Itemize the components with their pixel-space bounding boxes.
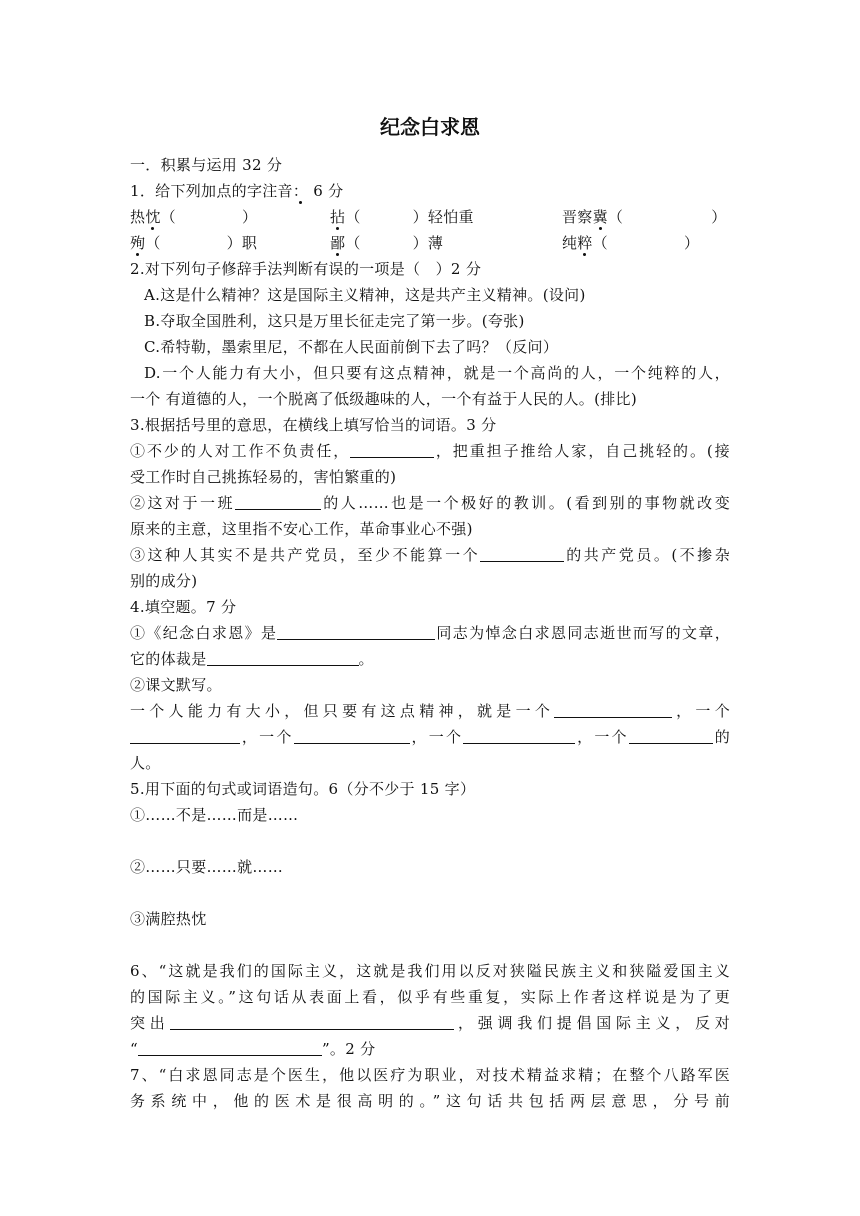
question-1-stem bbox=[130, 181, 730, 201]
answer-blank[interactable] bbox=[294, 728, 410, 744]
dotted-char: 拈 bbox=[330, 208, 346, 226]
q3-item-3-line-2: 别的成分) bbox=[130, 572, 198, 590]
q5-item-2: ②……只要……就…… bbox=[130, 858, 284, 876]
q4-text: ，一个 bbox=[575, 728, 629, 746]
item-prefix: 热 bbox=[130, 208, 146, 226]
q4-text: 。 bbox=[358, 650, 374, 668]
paren-close: ） bbox=[683, 234, 700, 252]
paren-close: ）薄 bbox=[412, 234, 444, 252]
question-2-stem: 2.对下列句子修辞手法判断有误的一项是（ ）2 分 bbox=[130, 260, 482, 278]
q3-text: 的共产党员。(不掺杂 bbox=[564, 546, 730, 564]
paren-close: ） bbox=[711, 208, 727, 226]
q3-text: ③这种人其实不是共产党员，至少不能算一个 bbox=[130, 546, 481, 564]
paren-close: ） bbox=[241, 208, 258, 226]
answer-blank[interactable] bbox=[629, 728, 713, 744]
q6-line-4 bbox=[130, 1039, 730, 1059]
q4-text: ，一个 bbox=[672, 702, 730, 720]
paren-open: （ bbox=[345, 208, 361, 226]
q4-line-5 bbox=[130, 727, 730, 747]
q3-text: ，把重担子推给人家，自己挑轻的。(接 bbox=[434, 442, 730, 460]
paren-open: （ bbox=[145, 234, 161, 252]
option-d-line-1: D.一个人能力有大小，但只要有这点精神，就是一个高尚的人，一个纯粹的人， bbox=[144, 364, 730, 382]
q4-line-1 bbox=[130, 623, 730, 643]
item-prefix: 晋察 bbox=[562, 208, 593, 226]
q3-item-2-line-1 bbox=[130, 493, 730, 513]
q3-text: ②这对于一班 bbox=[130, 494, 236, 512]
q6-text: ，强调我们提倡国际主义，反对 bbox=[453, 1014, 730, 1032]
option-a: A.这是什么精神？这是国际主义精神，这是共产主义精神。(设问) bbox=[144, 286, 586, 304]
q3-item-1-line-1 bbox=[130, 441, 730, 461]
q4-text: 它的体裁是 bbox=[130, 650, 207, 668]
q6-text: “ bbox=[130, 1040, 138, 1058]
question-4-stem: 4.填空题。7 分 bbox=[130, 598, 237, 616]
q6-line-2: 的国际主义。”这句话从表面上看，似乎有些重复，实际上作者这样说是为了更 bbox=[130, 988, 730, 1006]
answer-blank[interactable] bbox=[480, 546, 564, 562]
q7-line-2: 务系统中，他的医术是很高明的。”这句话共包括两层意思，分号前 bbox=[130, 1092, 730, 1110]
answer-blank[interactable] bbox=[170, 1014, 454, 1030]
dotted-char: 鄙 bbox=[330, 234, 346, 252]
page-title: 纪念白求恩 bbox=[380, 115, 480, 139]
q5-item-3: ③满腔热忱 bbox=[130, 910, 207, 928]
emphasis-colon: ： bbox=[292, 182, 309, 200]
q4-line-3: ②课文默写。 bbox=[130, 676, 222, 694]
dotted-char: 殉 bbox=[130, 234, 146, 252]
question-5-stem: 5.用下面的句式或词语造句。6（分不少于 15 字） bbox=[130, 780, 476, 798]
q4-text: 一个人能力有大小，但只要有这点精神，就是一个 bbox=[130, 702, 555, 720]
q4-text: ①《纪念白求恩》是 bbox=[130, 624, 278, 642]
answer-blank[interactable] bbox=[463, 728, 575, 744]
q4-text: 的 bbox=[712, 728, 731, 746]
option-d-line-2: 一个 有道德的人，一个脱离了低级趣味的人，一个有益于人民的人。(排比) bbox=[130, 390, 637, 408]
pinyin-item-rechen bbox=[130, 207, 257, 227]
answer-blank[interactable] bbox=[350, 442, 434, 458]
pinyin-item-ji bbox=[562, 207, 727, 227]
paren-open: （ bbox=[345, 234, 361, 252]
q3-text: ①不少的人对工作不负责任， bbox=[130, 442, 351, 460]
answer-blank[interactable] bbox=[554, 702, 672, 718]
q3-item-3-line-1 bbox=[130, 545, 730, 565]
paren-open: （ bbox=[607, 208, 624, 226]
paren-open: （ bbox=[592, 234, 608, 252]
pinyin-item-cui bbox=[562, 233, 699, 253]
answer-blank[interactable] bbox=[277, 624, 435, 640]
q7-line-1: 7、“白求恩同志是个医生，他以医疗为职业，对技术精益求精；在整个八路军医 bbox=[130, 1066, 730, 1084]
q4-line-4 bbox=[130, 701, 730, 721]
dotted-char: 冀 bbox=[592, 208, 608, 226]
answer-blank[interactable] bbox=[235, 494, 321, 510]
question-3-stem: 3.根据括号里的意思，在横线上填写恰当的词语。3 分 bbox=[130, 416, 497, 434]
q5-item-1: ①……不是……而是…… bbox=[130, 806, 299, 824]
pinyin-item-xun bbox=[130, 233, 257, 253]
dotted-char: 粹 bbox=[577, 234, 593, 252]
q6-line-3 bbox=[130, 1013, 730, 1033]
answer-blank[interactable] bbox=[207, 650, 359, 666]
paren-close: ）职 bbox=[226, 234, 258, 252]
paren-open: （ bbox=[160, 208, 176, 226]
question-1-text: 1．给下列加点的字注音 bbox=[130, 182, 293, 200]
q3-item-2-line-2: 原来的主意，这里指不安心工作，革命事业心不强) bbox=[130, 520, 473, 538]
q4-text: ，一个 bbox=[409, 728, 464, 746]
option-c: C.希特勒，墨索里尼，不都在人民面前倒下去了吗？（反问） bbox=[144, 338, 559, 356]
q6-line-1: 6、“这就是我们的国际主义，这就是我们用以反对狭隘民族主义和狭隘爱国主义 bbox=[130, 962, 730, 980]
pinyin-item-nian bbox=[330, 207, 474, 227]
item-prefix: 纯 bbox=[562, 234, 578, 252]
answer-blank[interactable] bbox=[138, 1040, 322, 1056]
dotted-char: 忱 bbox=[145, 208, 161, 226]
q4-line-2 bbox=[130, 649, 730, 669]
q6-text: ”。2 分 bbox=[321, 1040, 376, 1058]
section-heading: 一．积累与运用 32 分 bbox=[130, 156, 283, 174]
q6-text: 突出 bbox=[130, 1014, 170, 1032]
paren-close: ）轻怕重 bbox=[412, 208, 474, 226]
answer-blank[interactable] bbox=[130, 728, 240, 744]
question-1-score: 6 分 bbox=[308, 182, 344, 200]
q3-text: 的人……也是一个极好的教训。(看到别的事物就改变 bbox=[321, 494, 730, 512]
pinyin-item-bi bbox=[330, 233, 443, 253]
q4-line-6: 人。 bbox=[130, 754, 161, 772]
q3-item-1-line-2: 受工作时自己挑拣轻易的，害怕繁重的) bbox=[130, 468, 397, 486]
q4-text: ，一个 bbox=[240, 728, 294, 746]
option-b: B.夺取全国胜利，这只是万里长征走完了第一步。(夸张) bbox=[144, 312, 525, 330]
q4-text: 同志为悼念白求恩同志逝世而写的文章， bbox=[435, 624, 731, 642]
